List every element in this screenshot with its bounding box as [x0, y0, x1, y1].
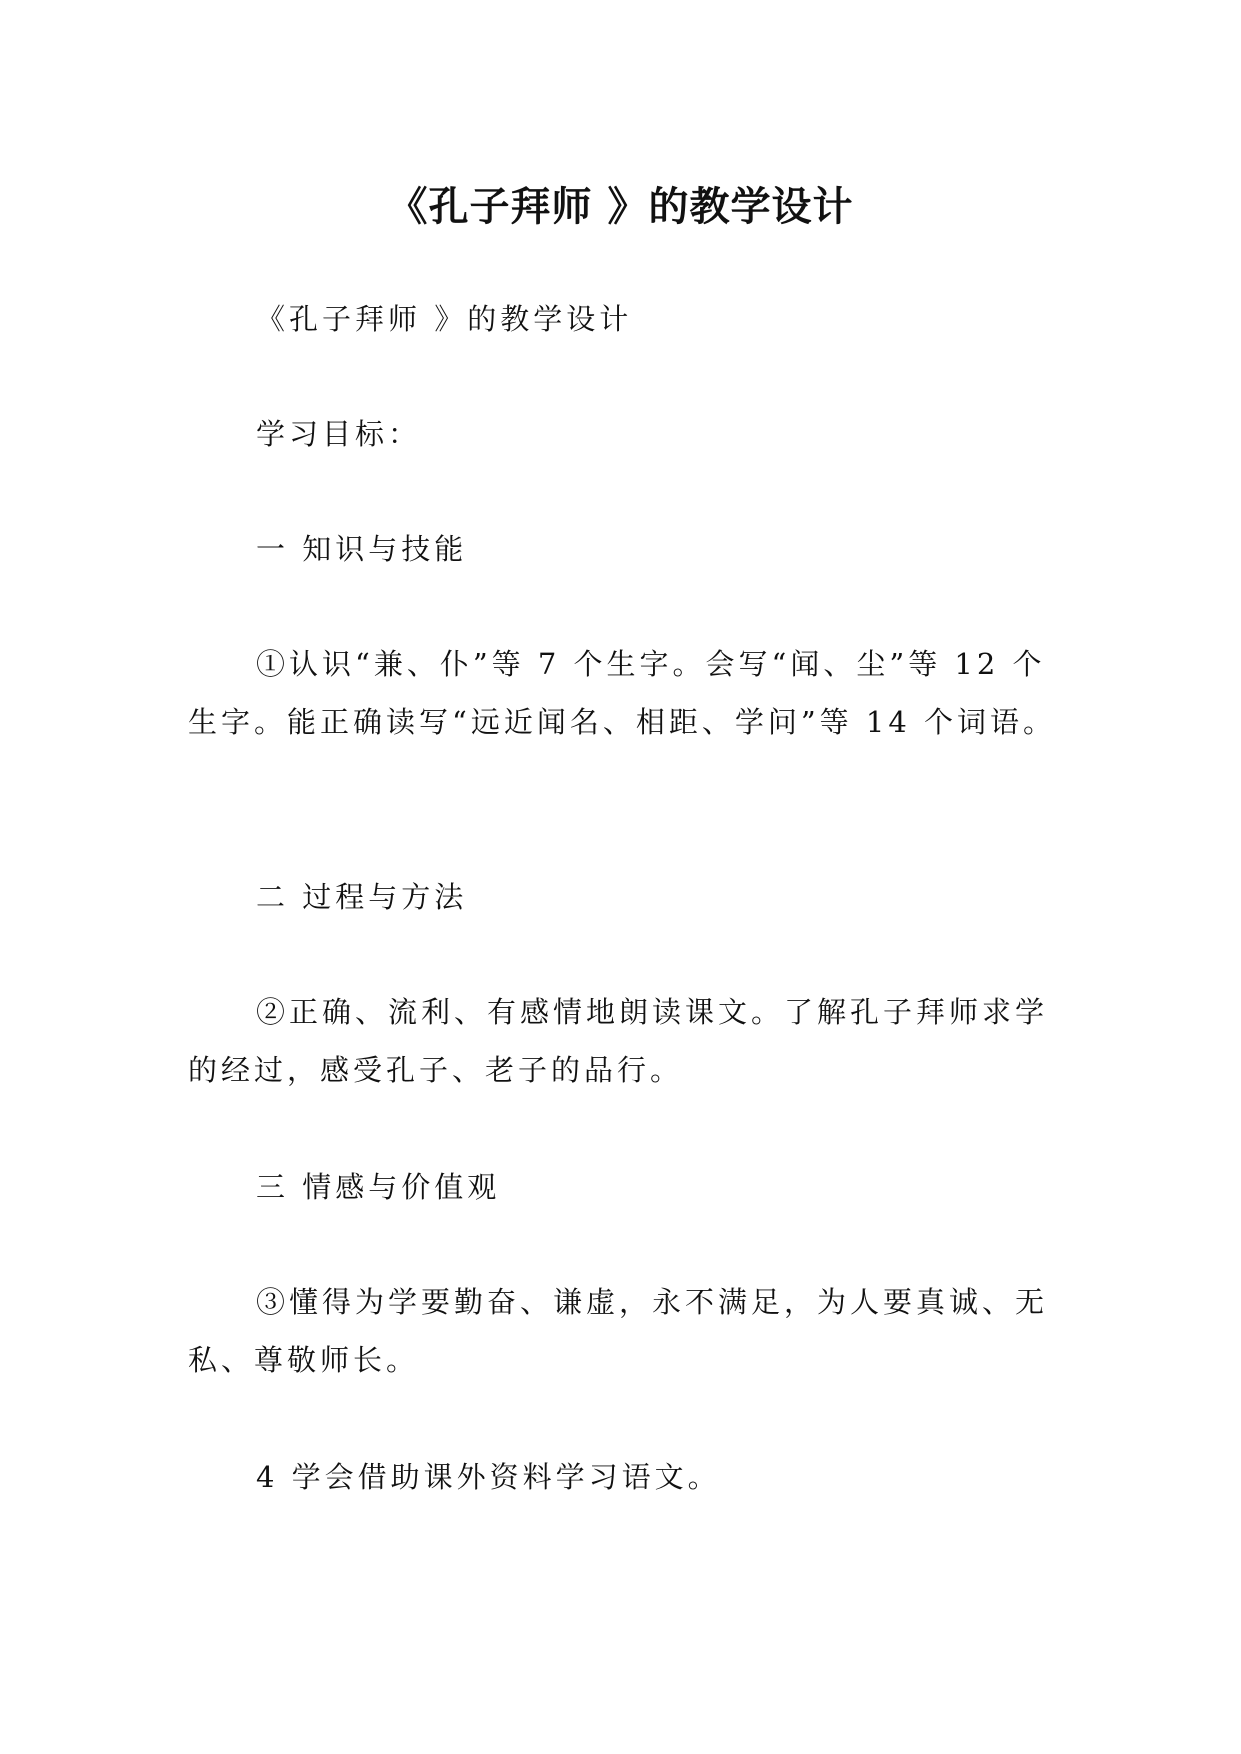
goal-4-paragraph: 4 学会借助课外资料学习语文。 — [256, 1460, 721, 1494]
goal-2-paragraph: ②正确、流利、有感情地朗读课文。了解孔子拜师求学的经过，感受孔子、老子的品行。 — [188, 995, 1049, 1087]
goal-3-paragraph: ③懂得为学要勤奋、谦虚，永不满足，为人要真诚、无私、尊敬师长。 — [188, 1285, 1049, 1377]
section-process-methods-heading: 二 过程与方法 — [256, 880, 468, 914]
section-emotion-values-heading: 三 情感与价值观 — [256, 1170, 501, 1204]
document-title: 《孔子拜师 》的教学设计 — [387, 183, 854, 230]
section-knowledge-skills-heading: 一 知识与技能 — [256, 532, 468, 566]
goal-1-paragraph: ①认识“兼、仆”等 7 个生字。会写“闻、尘”等 12 个生字。能正确读写“远近闻名、相距、学问”等 14 个词语。 — [188, 647, 1056, 739]
learning-goals-heading: 学习目标： — [256, 417, 422, 451]
subtitle-paragraph: 《孔子拜师 》的教学设计 — [256, 302, 633, 336]
